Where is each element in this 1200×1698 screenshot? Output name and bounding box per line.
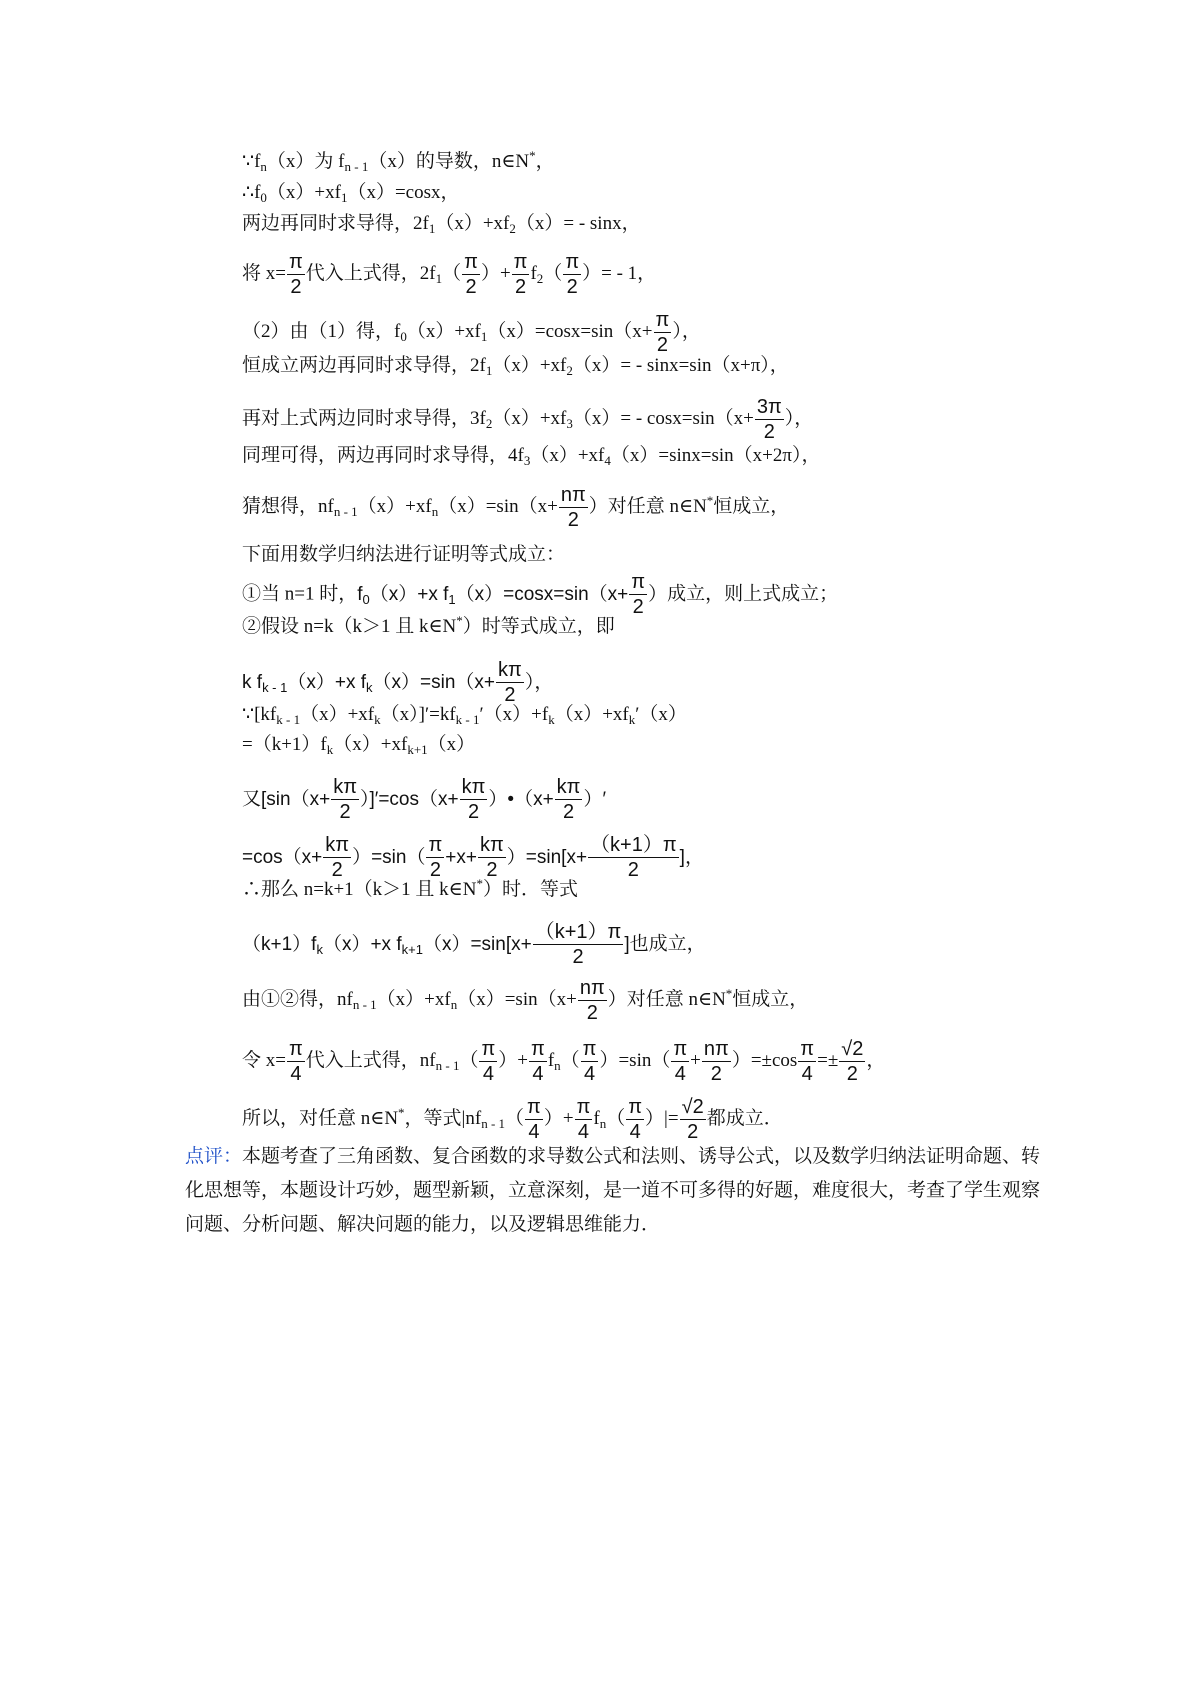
line-20: 由①②得，$nf_{n - 1}(x)+xf_n(x)=\sin(x+$ $\frac{n\pi}{2}$ ）对任意 n∈N*恒成立，	[242, 977, 809, 1024]
line-18: ∴那么 n=k+1（k＞1 且 k∈N*）时．等式	[242, 876, 578, 900]
line-5: （2）由（1）得，$f_0(x)+xf_1(x)=\cos x=\sin(x+$ $\frac{\pi}{2}$ ），	[242, 309, 701, 356]
line-6: 恒成立两边再同时求导得，$2f_1(x)+xf_2(x)= - \sin x=\sin(x+\pi)$，	[242, 355, 789, 378]
line-9: 猜想得，$nf_{n - 1}(x)+xf_n(x)=\sin(x+$ $\frac{n\pi}{2}$ ）对任意 n∈N*恒成立，	[242, 484, 790, 531]
comment-text: 本题考查了三角函数、复合函数的求导数公式和法则、诱导公式，以及数学归纳法证明命题、转化思想等，本题设计巧妙，题型新颖，立意深刻，是一道不可多得的好题，难度很大，考查了学生观察问题、分析问题、解决问题的能力，以及逻辑思维能力．	[185, 1146, 1041, 1235]
line-8: 同理可得，两边再同时求导得，$4f_3(x)+xf_4(x)=\sin x=\sin(x+2\pi)$，	[242, 445, 821, 468]
line-4: 将 x= $\frac{\pi}{2}$ 代入上式得，$2f_1$（ $\frac{\pi}{2}$ ）+ $\frac{\pi}{2}$ $f_2$（ $\frac{\pi}{2}$ ）= - 1，	[242, 251, 657, 298]
line-15: $=(k+1)f_k(x)+xf_{k+1}(x)$	[242, 734, 476, 757]
line-7: 再对上式两边同时求导得，$3f_2(x)+xf_3(x)= - \cos x=\sin(x+$ $\frac{3\pi}{2}$ ），	[242, 396, 814, 443]
line-19: $(k+1)f_k(x)+x$ $f_{k+1}(x)=\sin[x+$ $\frac{(k+1)\pi}{2}$ ]也成立，	[242, 921, 706, 968]
line-16: 又[sin（x+ $\frac{k\pi}{2}$ ）]′=cos（x+ $\frac{k\pi}{2}$ ）•（x+ $\frac{k\pi}{2}$ ）′	[242, 776, 607, 823]
line-12: ②假设 n=k（k＞1 且 k∈N*）时等式成立，即	[242, 613, 615, 637]
line-10: 下面用数学归纳法进行证明等式成立：	[242, 544, 566, 565]
line-14: $\because[kf_{k - 1}(x)+xf_k(x)]'=kf_{k - 1}'(x)+f_k(x)+xf_k'(x)$	[242, 704, 687, 727]
line-1: $\because f_n(x)$为 $f_{n - 1}(x)$的导数，n∈N*，	[242, 148, 555, 174]
comment-label: 点评：	[185, 1146, 243, 1167]
line-22: 所以，对任意 n∈N*，等式$|nf_{n - 1}$（ $\frac{\pi}{4}$ ）+ $\frac{\pi}{4}$ $f_n$（ $\frac{\pi}{4}$ ）|= $\frac{√2}{2}$ 都成立．	[242, 1096, 783, 1143]
line-21: 令 x= $\frac{\pi}{4}$ 代入上式得，$nf_{n - 1}$（ $\frac{\pi}{4}$ ）+ $\frac{\pi}{4}$ $f_n$（ $\frac{\pi}{4}$ ）=sin（ $\frac{\pi}{4}$ + $\frac{n\pi}{2}$ ）=±cos $\frac{\pi}{4}$ =± $\frac{√2}{2}$ ，	[242, 1038, 886, 1085]
line-2: $\therefore f_0(x)+xf_1(x)=\cos x$，	[242, 182, 460, 205]
line-17: =cos（x+ $\frac{k\pi}{2}$ ）=sin（ $\frac{\pi}{2}$ +x+ $\frac{k\pi}{2}$ ）=sin[x+ $\frac{(k+1)\pi}{2}$ ]，	[242, 834, 704, 881]
comment-block	[185, 1140, 1045, 1242]
line-3: 两边再同时求导得，$2f_1(x)+xf_2(x)= - \sin x$，	[242, 213, 641, 236]
line-13: k $f_{k - 1}(x)+x$ $f_k(x)=\sin(x+$ $\frac{k\pi}{2}$ ），	[242, 659, 554, 706]
line-11: ①当 n=1 时，$f_0(x)+x$ $f_1(x)=\cos x=\sin(x+$ $\frac{\pi}{2}$ ）成立，则上式成立；	[242, 571, 839, 618]
